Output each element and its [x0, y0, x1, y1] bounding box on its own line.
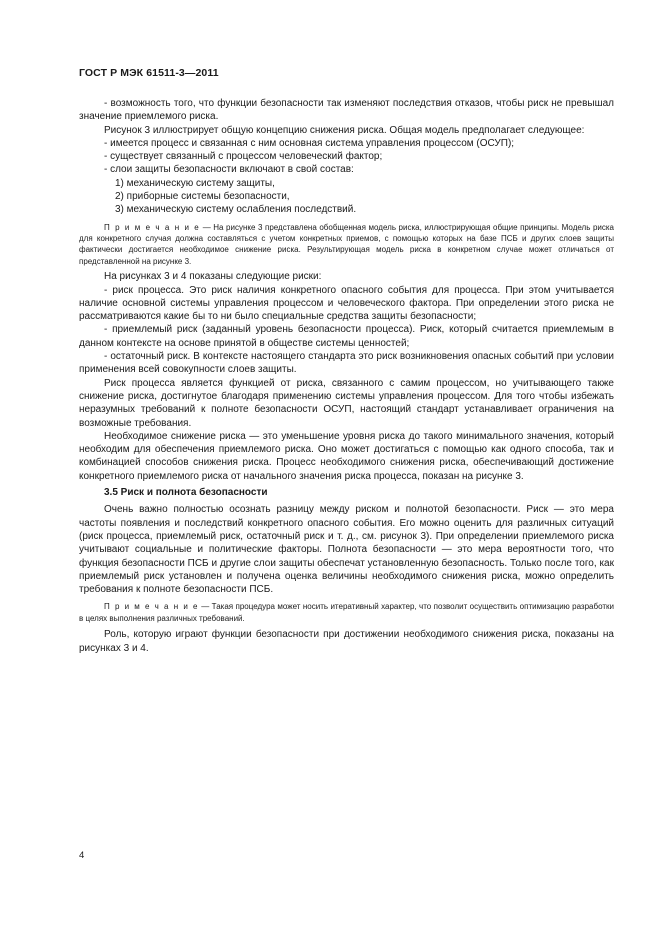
- page-number: 4: [79, 850, 85, 861]
- note-label: П р и м е ч а н и е: [104, 222, 201, 232]
- paragraph: - возможность того, что функции безопасности так изменяют последствия отказов, чтобы риск не превышал значение приемлемого риска.: [79, 98, 614, 123]
- paragraph: Необходимое снижение риска — это уменьшение уровня риска до такого минимального значения, который необходим для обеспечения приемлемого риска. Оно может достигаться с помощью как одного способа, так и комбинацией способов снижения риска. Процесс необходимого снижения риска, обеспечивающий достижение конкретного приемлемого риска от начального значения риска процесса, показан на рисунке 3.: [79, 430, 614, 482]
- note: [79, 222, 614, 268]
- list-item: - риск процесса. Это риск наличия конкретного опасного события для процесса. При этом учитывается наличие основной системы управления процессом и человеческого фактора. При определении этого риска не рассматриваются какие бы то ни было специальные средства защиты безопасности;: [79, 284, 614, 323]
- paragraph: Очень важно полностью осознать разницу между риском и полнотой безопасности. Риск — это мера частоты появления и последствий конкретного опасного события. Его можно оценить для различных ситуаций (риск процесса, приемлемый риск, остаточный риск и т. д., см. рисунок 3). При определении приемлемого риска учитывают социальные и политические факторы. Полнота безопасности — это мера вероятности того, что функция безопасности ПСБ и другие слои защиты обеспечат установленную безопасность. Только после того, как приемлемый риск установлен и получена оценка величины необходимого снижения риска, можно определить требования к полноте безопасности ПСБ.: [79, 504, 614, 596]
- note-text: — На рисунке 3 представлена обобщенная модель риска, иллюстрирующая общие принципы. Модель риска для конкретного случая должна составляться с учетом конкретных приемов, с помощью которых на базе ПСБ и других слоев защиты фактически достигается необходимое снижение риска. Результирующая модель риска в конкретном случае может отличаться от представленной на рисунке 3.: [79, 222, 614, 266]
- list-item: - существует связанный с процессом человеческий фактор;: [104, 151, 383, 163]
- sub-list-item: 2) приборные системы безопасности,: [115, 191, 290, 203]
- list-item: - слои защиты безопасности включают в свой состав:: [104, 164, 354, 176]
- paragraph: Рисунок 3 иллюстрирует общую концепцию снижения риска. Общая модель предполагает следующее:: [104, 124, 585, 136]
- list-item: - остаточный риск. В контексте настоящего стандарта это риск возникновения опасных событий при условии применения всей совокупности слоев защиты.: [79, 351, 614, 376]
- section-heading: 3.5 Риск и полнота безопасности: [104, 487, 268, 499]
- note: [79, 601, 614, 624]
- note-label: П р и м е ч а н и е: [104, 602, 199, 612]
- list-item: - приемлемый риск (заданный уровень безопасности процесса). Риск, который считается приемлемым в данном контексте на основе принятой в обществе системы ценностей;: [79, 324, 614, 349]
- paragraph: На рисунках 3 и 4 показаны следующие риски:: [104, 271, 322, 283]
- paragraph: Риск процесса является функцией от риска, связанного с самим процессом, но учитывающего также снижение риска, достигнутое благодаря применению системы управления процессом. Для того чтобы избежать неразумных требований к полноте безопасности ОСУП, настоящий стандарт устанавливает ограничения на возможные требования.: [79, 377, 614, 429]
- list-item: - имеется процесс и связанная с ним основная система управления процессом (ОСУП);: [104, 137, 515, 149]
- sub-list-item: 1) механическую систему защиты,: [115, 177, 275, 189]
- note-text: — Такая процедура может носить итеративный характер, что позволит осуществить оптимизацию разработки в целях выполнения различных требований.: [79, 602, 614, 623]
- paragraph: Роль, которую играют функции безопасности при достижении необходимого снижения риска, показаны на рисунках 3 и 4.: [79, 629, 614, 654]
- document-header: ГОСТ Р МЭК 61511-3—2011: [79, 67, 219, 79]
- page-body: [79, 97, 614, 655]
- sub-list-item: 3) механическую систему ослабления последствий.: [115, 204, 357, 216]
